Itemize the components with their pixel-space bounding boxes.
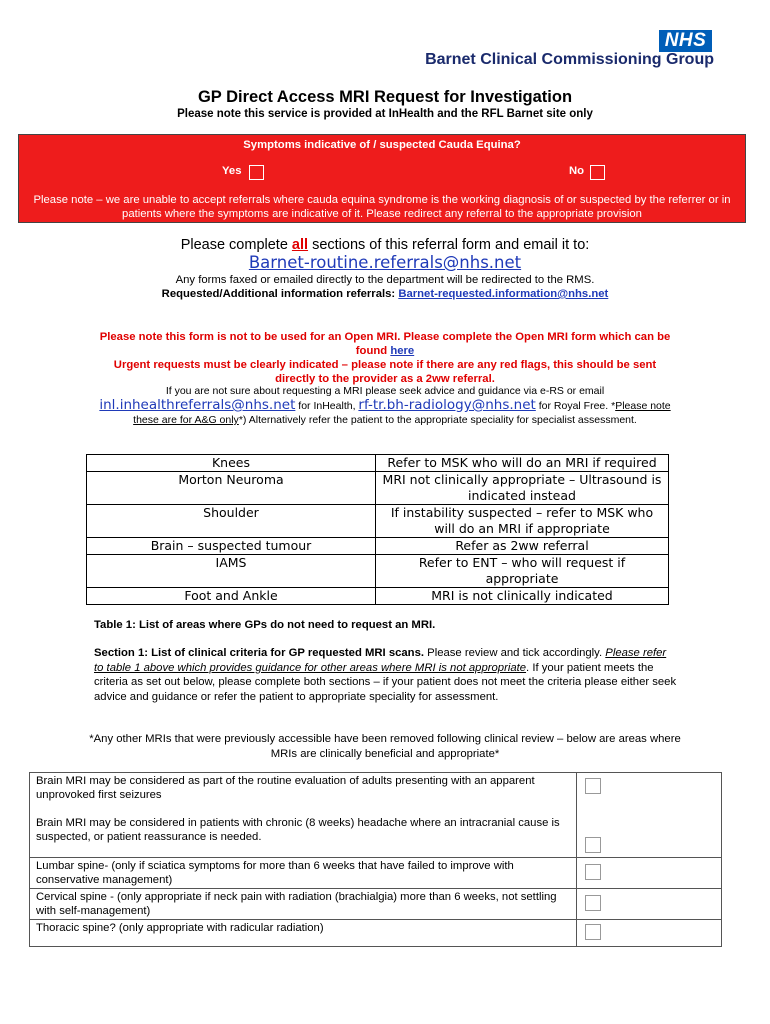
table-row	[30, 773, 722, 858]
area-cell: Shoulder	[87, 505, 376, 538]
table-row	[87, 538, 669, 555]
table-row	[30, 889, 722, 920]
requested-info-line: Requested/Additional information referrals: Barnet-requested.information@nhs.net	[161, 288, 609, 300]
table-row	[87, 555, 669, 588]
advice-note: If you are not sure about requesting a MRI please seek advice and guidance via e-RS or email	[165, 385, 605, 397]
criteria-text: Brain MRI may be considered as part of the routine evaluation of adults presenting with an apparent unprovoked first seizures	[36, 775, 535, 801]
checkbox-cell	[577, 858, 722, 889]
criteria-checkbox[interactable]	[585, 895, 601, 911]
action-cell: Refer to ENT – who will request if appropriate	[376, 555, 669, 588]
cauda-question: Symptoms indicative of / suspected Cauda Equina?	[243, 139, 521, 151]
table-row	[87, 455, 669, 472]
action-cell: MRI is not clinically indicated	[376, 588, 669, 605]
ccg-name: Barnet Clinical Commissioning Group	[425, 51, 714, 68]
criteria-cell	[30, 773, 577, 858]
open-mri-warning: Please note this form is not to be used for an Open MRI. Please complete the Open MRI form which can be found here Urgent requests must be clearly indicated – please note if there are any red flags, this should be sent directly to the provider as a 2ww referral.	[99, 331, 671, 385]
table-row	[30, 858, 722, 889]
area-cell: Foot and Ankle	[87, 588, 376, 605]
cauda-equina-box	[18, 134, 746, 223]
royalfree-email-link[interactable]: rf-tr.bh-radiology@nhs.net	[358, 397, 536, 413]
complete-instruction: Please complete all sections of this referral form and email it to:	[180, 237, 590, 253]
urgent-warning: Urgent requests must be clearly indicated – please note if there are any red flags, this should be sent directly to the provider as a 2ww referral.	[113, 359, 657, 385]
criteria-checkbox[interactable]	[585, 864, 601, 880]
no-checkbox[interactable]	[590, 165, 605, 180]
table-caption: Table 1: List of areas where GPs do not need to request an MRI.	[94, 619, 436, 631]
table-row	[30, 920, 722, 947]
cauda-note: Please note – we are unable to accept referrals where cauda equina syndrome is the working diagnosis of or suspected by the referrer or in patients where the symptoms are indicative of it. Please redirect any referral to the appropriate provision	[33, 194, 731, 220]
advice-emails: inl.inhealthreferrals@nhs.net for InHealth, rf-tr.bh-radiology@nhs.net for Royal Free. *Please note these are for A&G only*) Alternatively refer the patient to the appropriate speciality for specialist assessment.	[99, 397, 671, 426]
ag-note: Please note these are for A&G only	[133, 400, 671, 426]
areas-table	[86, 454, 669, 605]
action-cell: Refer as 2ww referral	[376, 538, 669, 555]
area-cell: Knees	[87, 455, 376, 472]
section1-heading: Section 1: List of clinical criteria for GP requested MRI scans.	[94, 647, 425, 659]
criteria-cell: Lumbar spine- (only if sciatica symptoms for more than 6 weeks that have failed to improve with conservative management)	[30, 858, 577, 889]
checkbox-cell	[577, 773, 722, 858]
criteria-cell: Cervical spine - (only appropriate if neck pain with radiation (brachialgia) more than 6 weeks, not settling with self-management)	[30, 889, 577, 920]
checkbox-cell	[577, 889, 722, 920]
area-cell: Morton Neuroma	[87, 472, 376, 505]
table-row	[87, 588, 669, 605]
table-row	[87, 505, 669, 538]
page-subtitle: Please note this service is provided at InHealth and the RFL Barnet site only	[177, 108, 593, 120]
faxed-note: Any forms faxed or emailed directly to the department will be redirected to the RMS.	[175, 274, 595, 286]
no-label: No	[569, 165, 585, 177]
action-cell: If instability suspected – refer to MSK who will do an MRI if appropriate	[376, 505, 669, 538]
criteria-text: Brain MRI may be considered in patients with chronic (8 weeks) headache where an intracranial cause is suspected, or patient reassurance is needed.	[36, 817, 560, 843]
section1-guidance-note: Please refer to table 1 above which provides guidance for other areas where MRI is not appropriate	[94, 647, 667, 674]
criteria-cell: Thoracic spine? (only appropriate with radicular radiation)	[30, 920, 577, 947]
area-cell: IAMS	[87, 555, 376, 588]
inhealth-email-link[interactable]: inl.inhealthreferrals@nhs.net	[99, 397, 296, 413]
criteria-checkbox[interactable]	[585, 924, 601, 940]
criteria-table	[29, 772, 722, 947]
criteria-checkbox[interactable]	[585, 778, 601, 794]
table-row	[87, 472, 669, 505]
section1-intro: Section 1: List of clinical criteria for GP requested MRI scans. Please review and tick accordingly. Please refer to table 1 above which provides guidance for other areas where MRI is not appropriate. If your patient meets the criteria as set out below, please complete both sections – if your patient does not meet the criteria please either seek advice and guidance or refer the patient to appropriate speciality for assessment.	[94, 647, 677, 703]
yes-label: Yes	[222, 165, 242, 177]
area-cell: Brain – suspected tumour	[87, 538, 376, 555]
requested-info-email-link[interactable]: Barnet-requested.information@nhs.net	[398, 288, 609, 300]
criteria-checkbox[interactable]	[585, 837, 601, 853]
yes-checkbox[interactable]	[249, 165, 264, 180]
checkbox-cell	[577, 920, 722, 947]
all-emphasis: all	[291, 237, 309, 253]
any-other-note: *Any other MRIs that were previously accessible have been removed following clinical review – below are areas where MRIs are clinically beneficial and appropriate*	[89, 733, 681, 760]
action-cell: MRI not clinically appropriate – Ultrasound is indicated instead	[376, 472, 669, 505]
action-cell: Refer to MSK who will do an MRI if required	[376, 455, 669, 472]
nhs-logo: NHS	[659, 30, 712, 52]
open-mri-form-link[interactable]: here	[390, 345, 415, 357]
page-title: GP Direct Access MRI Request for Investigation	[197, 88, 573, 106]
referral-email-link[interactable]: Barnet-routine.referrals@nhs.net	[248, 253, 522, 272]
